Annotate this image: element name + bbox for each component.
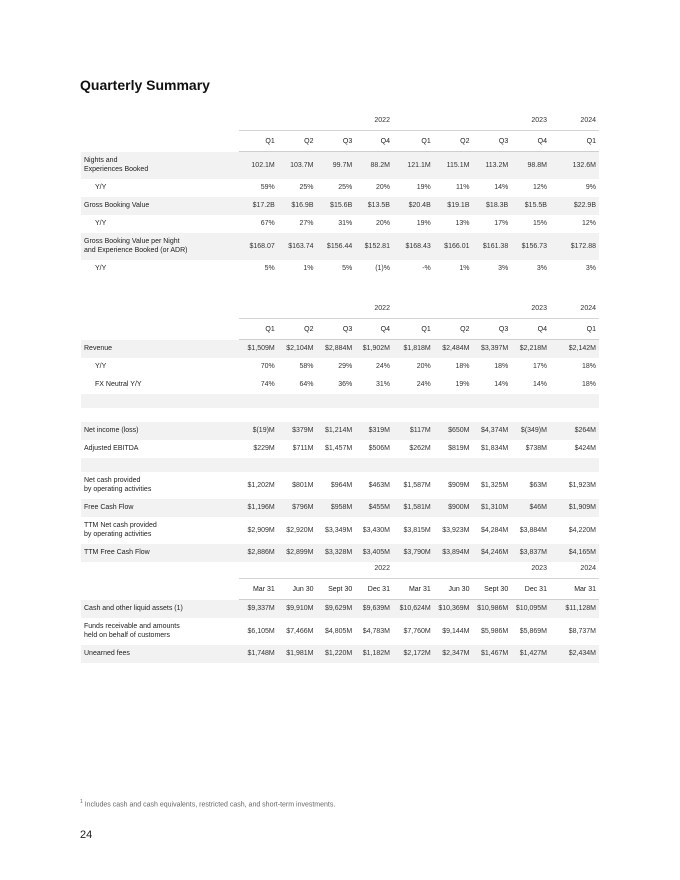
- cell-value: $1,748M: [239, 645, 278, 663]
- quarter-header-row: [81, 319, 599, 340]
- cell-value: 113.2M: [472, 152, 511, 179]
- table-row: [81, 618, 599, 645]
- year-header-row: [81, 298, 599, 319]
- table-row: [81, 422, 599, 440]
- cell-value: 13%: [455, 220, 470, 227]
- cell-value: $796M: [278, 499, 317, 517]
- cell-value: $2,347M: [434, 645, 473, 663]
- quarter-header: Q4: [355, 131, 393, 152]
- quarter-header: Q3: [472, 131, 511, 152]
- year-2022: 2022: [239, 110, 393, 131]
- cell-value: $8,737M: [568, 627, 596, 635]
- cell-value: 24%: [375, 363, 390, 370]
- row-label: TTM Net cash provided by operating activities: [84, 522, 157, 538]
- cell-value: $3,815M: [403, 526, 431, 534]
- cell-value: $319M: [355, 422, 393, 440]
- cell-value: 19%: [416, 184, 431, 191]
- balance-table: [81, 558, 599, 663]
- cell-value: $22.9B: [550, 197, 599, 215]
- cell-value: $455M: [355, 499, 393, 517]
- table-row: [81, 499, 599, 517]
- cell-value: $1,581M: [393, 499, 434, 517]
- bookings-table: [81, 110, 599, 278]
- cell-value: $2,218M: [511, 340, 550, 358]
- cell-value: $1,325M: [480, 481, 509, 489]
- cell-value: $2,484M: [434, 340, 473, 358]
- cell-value: $20.4B: [393, 197, 434, 215]
- cell-value: $166.01: [434, 233, 473, 260]
- cell-value: $156.73: [511, 233, 550, 260]
- quarter-header: Q1: [550, 131, 599, 152]
- quarter-header: Q3: [472, 319, 511, 340]
- cell-value: 18%: [581, 381, 596, 388]
- cell-value: 29%: [338, 363, 353, 370]
- cell-value: (1)%: [375, 265, 390, 272]
- quarter-header: Q1: [239, 319, 278, 340]
- table-row: [81, 376, 599, 394]
- period-header: Mar 31: [550, 579, 599, 600]
- cell-value: $9,337M: [239, 600, 278, 618]
- cell-value: $3,328M: [317, 544, 356, 562]
- cell-value: $819M: [448, 445, 470, 452]
- cell-value: $4,165M: [550, 544, 599, 562]
- row-label: Net cash provided by operating activities: [84, 477, 152, 493]
- cell-value: $(349)M: [511, 422, 550, 440]
- cell-value: $4,783M: [362, 627, 390, 635]
- cell-value: $63M: [529, 481, 547, 489]
- row-label: Net income (loss): [81, 422, 239, 440]
- footnote: [80, 799, 335, 808]
- table-row: [81, 517, 599, 544]
- cell-value: $(19)M: [239, 422, 278, 440]
- table-row: [81, 440, 599, 458]
- cell-value: $172.88: [550, 233, 599, 260]
- cell-value: 15%: [532, 220, 547, 227]
- quarter-header: Q2: [278, 319, 317, 340]
- cell-value: $9,639M: [355, 600, 393, 618]
- cell-value: $463M: [368, 481, 390, 489]
- cell-value: $9,144M: [442, 627, 470, 635]
- cell-value: 88.2M: [355, 152, 393, 179]
- cell-value: $262M: [409, 445, 431, 452]
- quarter-header: Q1: [550, 319, 599, 340]
- cell-value: $4,246M: [472, 544, 511, 562]
- cell-value: 19%: [416, 220, 431, 227]
- period-header: Sept 30: [317, 579, 356, 600]
- cell-value: $9,910M: [278, 600, 317, 618]
- cell-value: $3,349M: [324, 526, 353, 534]
- cell-value: 14%: [494, 184, 509, 191]
- row-label: Y/Y: [95, 220, 107, 227]
- footnote-text: Includes cash and cash equivalents, restricted cash, and short-term investments.: [84, 801, 336, 809]
- quarter-header: Q3: [317, 319, 356, 340]
- cell-value: $2,884M: [317, 340, 356, 358]
- cell-value: $1,457M: [324, 445, 353, 452]
- cell-value: $2,920M: [286, 526, 314, 534]
- cell-value: $10,986M: [472, 600, 511, 618]
- period-header: Dec 31: [511, 579, 550, 600]
- cell-value: $1,981M: [278, 645, 317, 663]
- table-row: [81, 179, 599, 197]
- cell-value: 18%: [494, 363, 509, 370]
- cell-value: 67%: [260, 220, 275, 227]
- cell-value: $4,805M: [324, 627, 353, 635]
- cell-value: 102.1M: [239, 152, 278, 179]
- cell-value: $1,467M: [472, 645, 511, 663]
- cell-value: 3%: [536, 265, 547, 272]
- cell-value: $6,105M: [247, 627, 275, 635]
- cell-value: $15.6B: [317, 197, 356, 215]
- cell-value: $156.44: [317, 233, 356, 260]
- cell-value: 103.7M: [278, 152, 317, 179]
- year-2022: 2022: [239, 558, 393, 579]
- row-label: Y/Y: [95, 184, 107, 191]
- row-label: Revenue: [81, 340, 239, 358]
- cell-value: $2,104M: [278, 340, 317, 358]
- row-label: Unearned fees: [81, 645, 239, 663]
- year-header-row: [81, 110, 599, 131]
- cell-value: $2,886M: [239, 544, 278, 562]
- quarter-header: Q4: [355, 319, 393, 340]
- quarter-header: Q1: [393, 131, 434, 152]
- table-row: [81, 197, 599, 215]
- row-label: Free Cash Flow: [81, 499, 239, 517]
- cell-value: $5,869M: [519, 627, 547, 635]
- cell-value: $1,818M: [393, 340, 434, 358]
- cell-value: $1,509M: [239, 340, 278, 358]
- period-header: Sept 30: [472, 579, 511, 600]
- cell-value: 1%: [459, 265, 470, 272]
- cell-value: 132.6M: [550, 152, 599, 179]
- cell-value: $229M: [253, 445, 275, 452]
- cell-value: $3,884M: [519, 526, 547, 534]
- row-label: FX Neutral Y/Y: [95, 381, 142, 388]
- quarter-header: Q4: [511, 319, 550, 340]
- quarter-header: Q1: [239, 131, 278, 152]
- quarter-header: Q2: [278, 131, 317, 152]
- cell-value: $9,629M: [317, 600, 356, 618]
- period-header: Jun 30: [434, 579, 473, 600]
- cell-value: -%: [422, 265, 431, 272]
- cell-value: 64%: [299, 381, 314, 388]
- footnote-marker: 1: [80, 799, 83, 805]
- cell-value: $161.38: [472, 233, 511, 260]
- period-header: Mar 31: [239, 579, 278, 600]
- cell-value: $1,214M: [317, 422, 356, 440]
- cell-value: 59%: [260, 184, 275, 191]
- cell-value: $1,909M: [550, 499, 599, 517]
- cell-value: $4,220M: [568, 526, 596, 534]
- cell-value: $10,624M: [393, 600, 434, 618]
- cell-value: 74%: [260, 381, 275, 388]
- cell-value: 14%: [494, 381, 509, 388]
- cell-value: $4,374M: [472, 422, 511, 440]
- cell-value: $10,095M: [511, 600, 550, 618]
- year-2024: 2024: [550, 298, 599, 319]
- cell-value: $168.07: [239, 233, 278, 260]
- page-number: 24: [80, 829, 93, 841]
- period-header: Dec 31: [355, 579, 393, 600]
- quarter-header: Q1: [393, 319, 434, 340]
- spacer-row: [81, 394, 599, 408]
- cell-value: 17%: [532, 363, 547, 370]
- cell-value: 5%: [264, 265, 275, 272]
- cell-value: 27%: [299, 220, 314, 227]
- cell-value: $16.9B: [278, 197, 317, 215]
- cell-value: $3,923M: [442, 526, 470, 534]
- table-row: [81, 215, 599, 233]
- cell-value: 31%: [375, 381, 390, 388]
- period-header: Jun 30: [278, 579, 317, 600]
- cell-value: $3,894M: [434, 544, 473, 562]
- cell-value: $900M: [434, 499, 473, 517]
- cell-value: $163.74: [278, 233, 317, 260]
- cell-value: $3,430M: [362, 526, 390, 534]
- cell-value: $379M: [278, 422, 317, 440]
- cell-value: 3%: [498, 265, 509, 272]
- year-2024: 2024: [550, 110, 599, 131]
- cell-value: $3,790M: [393, 544, 434, 562]
- cell-value: $801M: [292, 481, 314, 489]
- cell-value: $506M: [368, 445, 390, 452]
- cell-value: 18%: [581, 363, 596, 370]
- cell-value: $1,310M: [472, 499, 511, 517]
- cell-value: $3,837M: [511, 544, 550, 562]
- cell-value: 121.1M: [393, 152, 434, 179]
- cell-value: $1,196M: [239, 499, 278, 517]
- cell-value: 17%: [494, 220, 509, 227]
- cell-value: $19.1B: [434, 197, 473, 215]
- cell-value: $2,172M: [393, 645, 434, 663]
- cell-value: $7,760M: [403, 627, 431, 635]
- table-row: [81, 233, 599, 260]
- cell-value: 98.8M: [511, 152, 550, 179]
- period-header-row: [81, 579, 599, 600]
- cell-value: 11%: [455, 184, 470, 191]
- cell-value: 36%: [338, 381, 353, 388]
- cell-value: 18%: [455, 363, 470, 370]
- cell-value: $1,182M: [355, 645, 393, 663]
- cell-value: $2,899M: [278, 544, 317, 562]
- table-row: [81, 260, 599, 278]
- cell-value: $152.81: [355, 233, 393, 260]
- table-row: [81, 340, 599, 358]
- cell-value: $10,369M: [434, 600, 473, 618]
- cell-value: $7,466M: [286, 627, 314, 635]
- cell-value: $1,902M: [355, 340, 393, 358]
- cell-value: $1,834M: [480, 445, 509, 452]
- row-label: Y/Y: [95, 265, 107, 272]
- cell-value: $3,397M: [472, 340, 511, 358]
- cell-value: $264M: [550, 422, 599, 440]
- cell-value: $13.5B: [355, 197, 393, 215]
- table-row: [81, 358, 599, 376]
- cell-value: $5,986M: [480, 627, 509, 635]
- cell-value: 5%: [342, 265, 353, 272]
- cell-value: $17.2B: [239, 197, 278, 215]
- table-row: [81, 645, 599, 663]
- cell-value: 14%: [532, 381, 547, 388]
- cell-value: 20%: [375, 220, 390, 227]
- quarter-header: Q2: [434, 131, 473, 152]
- cell-value: 19%: [455, 381, 470, 388]
- cell-value: 12%: [532, 184, 547, 191]
- cell-value: $711M: [292, 445, 314, 452]
- cell-value: $964M: [330, 481, 353, 489]
- cell-value: $909M: [448, 481, 470, 489]
- cell-value: $1,587M: [403, 481, 431, 489]
- cell-value: $958M: [317, 499, 356, 517]
- cell-value: 31%: [338, 220, 353, 227]
- cell-value: 9%: [585, 184, 596, 191]
- quarter-header: Q2: [434, 319, 473, 340]
- page-title: Quarterly Summary: [80, 77, 210, 93]
- spacer-row: [81, 458, 599, 472]
- table-row: [81, 600, 599, 618]
- cell-value: $2,434M: [550, 645, 599, 663]
- quarter-header-row: [81, 131, 599, 152]
- cell-value: $650M: [434, 422, 473, 440]
- financials-table: [81, 298, 599, 562]
- table-row: [81, 152, 599, 179]
- cell-value: $2,909M: [247, 526, 275, 534]
- cell-value: 24%: [416, 381, 431, 388]
- cell-value: $11,128M: [550, 600, 599, 618]
- cell-value: 115.1M: [434, 152, 473, 179]
- row-label: Cash and other liquid assets (1): [81, 600, 239, 618]
- cell-value: $46M: [511, 499, 550, 517]
- cell-value: $4,284M: [480, 526, 509, 534]
- spacer-row: [81, 408, 599, 422]
- cell-value: 99.7M: [317, 152, 356, 179]
- cell-value: $1,427M: [511, 645, 550, 663]
- row-label: Gross Booking Value: [81, 197, 239, 215]
- cell-value: 70%: [260, 363, 275, 370]
- table-row: [81, 472, 599, 499]
- cell-value: $168.43: [393, 233, 434, 260]
- cell-value: $15.5B: [511, 197, 550, 215]
- cell-value: $738M: [525, 445, 547, 452]
- cell-value: $1,202M: [247, 481, 275, 489]
- cell-value: $1,220M: [317, 645, 356, 663]
- cell-value: 20%: [416, 363, 431, 370]
- cell-value: 1%: [303, 265, 314, 272]
- cell-value: 58%: [299, 363, 314, 370]
- row-label: Nights and Experiences Booked: [81, 152, 239, 179]
- year-2022: 2022: [239, 298, 393, 319]
- row-label: Funds receivable and amounts held on behalf of customers: [84, 623, 180, 639]
- cell-value: 25%: [299, 184, 314, 191]
- cell-value: $3,405M: [355, 544, 393, 562]
- cell-value: $2,142M: [550, 340, 599, 358]
- cell-value: 20%: [375, 184, 390, 191]
- year-2023: 2023: [393, 110, 550, 131]
- row-label: Gross Booking Value per Night and Experience Booked (or ADR): [81, 233, 239, 260]
- period-header: Mar 31: [393, 579, 434, 600]
- cell-value: $1,923M: [568, 481, 596, 489]
- cell-value: 3%: [585, 265, 596, 272]
- cell-value: $424M: [574, 445, 596, 452]
- quarter-header: Q3: [317, 131, 356, 152]
- row-label: Y/Y: [95, 363, 107, 370]
- cell-value: 25%: [338, 184, 353, 191]
- year-header-row: [81, 558, 599, 579]
- year-2023: 2023: [393, 298, 550, 319]
- year-2023: 2023: [393, 558, 550, 579]
- row-label: Adjusted EBITDA: [84, 445, 139, 452]
- cell-value: $117M: [393, 422, 434, 440]
- cell-value: $18.3B: [472, 197, 511, 215]
- row-label: TTM Free Cash Flow: [81, 544, 239, 562]
- year-2024: 2024: [550, 558, 599, 579]
- quarter-header: Q4: [511, 131, 550, 152]
- cell-value: 12%: [581, 220, 596, 227]
